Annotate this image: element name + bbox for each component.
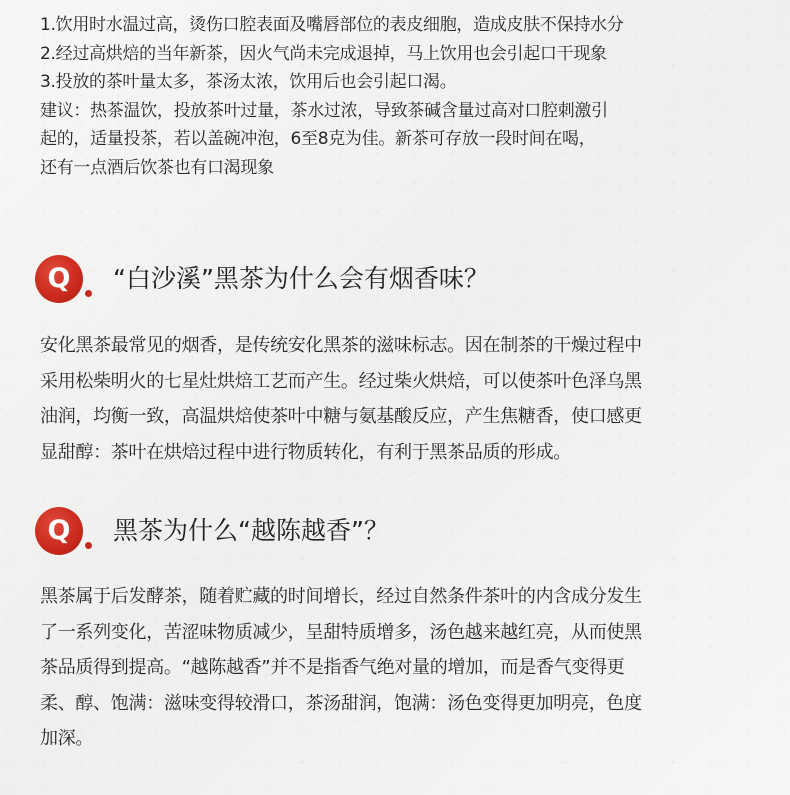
answer-paragraph-aging [40,579,780,757]
intro-line: 1.饮用时水温过高，烫伤口腔表面及嘴唇部位的表皮细胞，造成皮肤不保持水分 [40,15,624,35]
intro-line: 起的，适量投茶，若以盖碗冲泡，6至8克为佳。新茶可存放一段时间在喝， [40,129,596,149]
question-title: 黑茶为什么“越陈越香”？ [113,516,389,545]
intro-line: 2.经过高烘焙的当年新茶，因火气尚未完成退掉，马上饮用也会引起口干现象 [40,43,607,64]
question-title: “白沙溪”黑茶为什么会有烟香味？ [113,264,489,293]
question-heading-aging [35,507,780,559]
intro-line: 建议：热茶温饮，投放茶叶过量，茶水过浓，导致茶碱含量过高对口腔刺激引 [40,100,608,121]
answer-line: 油润，均衡一致，高温烘焙使茶叶中糖与氨基酸反应，产生焦糖香，使口感更 [40,406,642,427]
answer-line: 黑茶属于后发酵茶，随着贮藏的时间增长，经过自然条件茶叶的内含成分发生 [40,586,642,607]
question-heading-smoky-aroma [35,255,780,307]
q-badge-icon: Q [35,255,83,303]
answer-line: 茶品质得到提高。“越陈越香”并不是指香气绝对量的增加，而是香气变得更 [40,657,625,678]
intro-paragraph [40,11,780,182]
answer-line: 加深。 [40,728,94,749]
intro-line: 还有一点酒后饮茶也有口渴现象 [40,157,274,178]
answer-line: 安化黑茶最常见的烟香，是传统安化黑茶的滋味标志。因在制茶的干燥过程中 [40,335,642,356]
answer-line: 采用松柴明火的七星灶烘焙工艺而产生。经过柴火烘焙，可以使茶叶色泽乌黑 [40,370,642,392]
q-badge-icon: Q [35,507,83,555]
answer-paragraph-smoky-aroma [40,328,780,470]
intro-line: 3.投放的茶叶量太多，茶汤太浓，饮用后也会引起口渴。 [40,72,457,92]
answer-line: 显甜醇：茶叶在烘焙过程中进行物质转化，有利于黑茶品质的形成。 [40,441,571,463]
answer-line: 柔、醇、饱满：滋味变得较滑口，茶汤甜润，饱满：汤色变得更加明亮，色度 [40,692,642,714]
q-dot-icon [85,542,92,549]
answer-line: 了一系列变化，苦涩味物质减少，呈甜特质增多，汤色越来越红亮，从而使黑 [40,621,642,643]
q-dot-icon [85,290,92,297]
